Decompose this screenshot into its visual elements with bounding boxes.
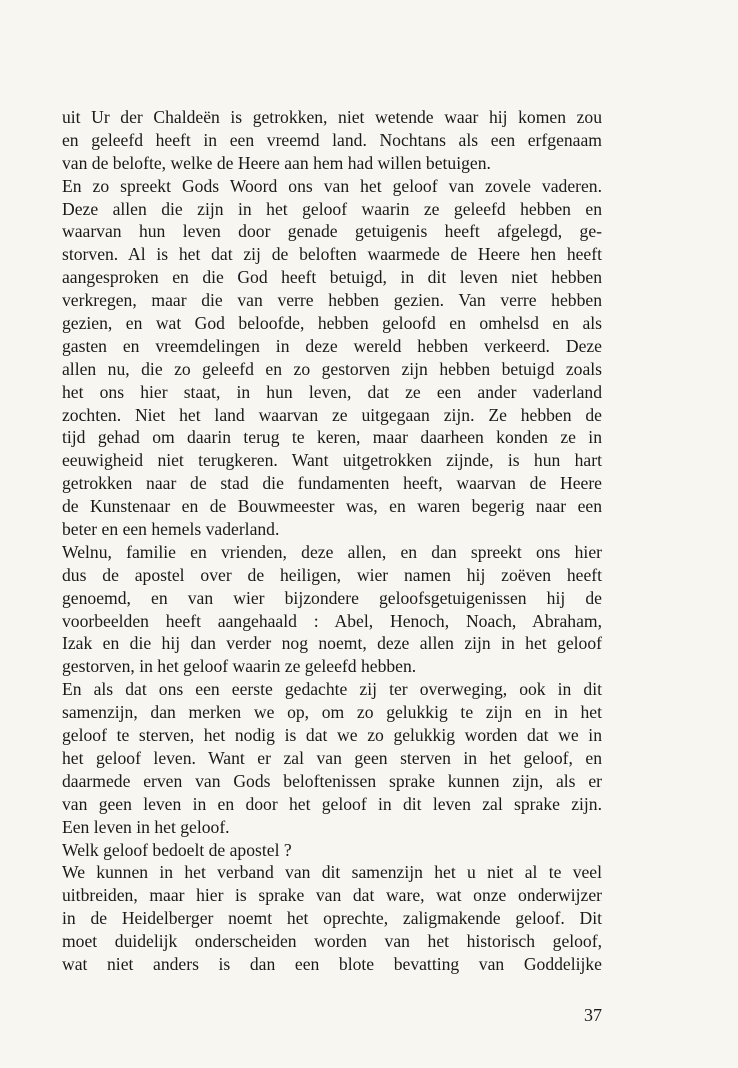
text-line: eeuwigheid niet terugkeren. Want uitgetrokken zijnde, is hun hart: [62, 450, 602, 471]
text-line: uitbreiden, maar hier is sprake van dat ware, wat onze onderwijzer: [62, 885, 602, 906]
text-line: van de belofte, welke de Heere aan hem had willen betuigen.: [62, 152, 491, 173]
text-line: En zo spreekt Gods Woord ons van het geloof van zovele vaderen.: [62, 175, 602, 196]
text-line: gasten en vreemdelingen in deze wereld hebben verkeerd. Deze: [62, 335, 602, 356]
text-line: aangesproken en die God heeft betuigd, in dit leven niet hebben: [62, 267, 602, 288]
text-line: voorbeelden heeft aangehaald : Abel, Henoch, Noach, Abraham,: [62, 610, 602, 631]
text-line: En als dat ons een eerste gedachte zij ter overweging, ook in dit: [62, 679, 602, 700]
text-line: samenzijn, dan merken we op, om zo gelukkig te zijn en in het: [62, 702, 602, 723]
text-line: We kunnen in het verband van dit samenzijn het u niet al te veel: [62, 862, 602, 883]
text-line: in de Heidelberger noemt het oprechte, zaligmakende geloof. Dit: [62, 908, 602, 929]
text-line: Welnu, familie en vrienden, deze allen, en dan spreekt ons hier: [62, 541, 602, 562]
page-number: 37: [584, 1005, 602, 1025]
text-line: waarvan hun leven door genade getuigenis heeft afgelegd, ge-: [62, 221, 602, 242]
body-text: [62, 106, 602, 976]
text-line: Een leven in het geloof.: [62, 816, 230, 837]
text-line: wat niet anders is dan een blote bevatting van Goddelijke: [62, 953, 602, 974]
text-line: uit Ur der Chaldeën is getrokken, niet wetende waar hij komen zou: [62, 107, 602, 127]
text-line: verkregen, maar die van verre hebben gezien. Van verre hebben: [62, 290, 602, 311]
text-line: dus de apostel over de heiligen, wier namen hij zoëven heeft: [62, 564, 602, 585]
text-line: Welk geloof bedoelt de apostel ?: [62, 839, 292, 860]
text-line: zochten. Niet het land waarvan ze uitgegaan zijn. Ze hebben de: [62, 404, 602, 425]
text-line: storven. Al is het dat zij de beloften waarmede de Heere hen heeft: [62, 244, 602, 265]
text-line: geloof te sterven, het nodig is dat we zo gelukkig worden dat we in: [62, 725, 602, 746]
text-line: en geleefd heeft in een vreemd land. Nochtans als een erfgenaam: [62, 129, 602, 150]
text-line: van geen leven in en door het geloof in dit leven zal sprake zijn.: [62, 793, 602, 814]
text-line: beter en een hemels vaderland.: [62, 519, 280, 540]
text-line: het ons hier staat, in hun leven, dat ze een ander vaderland: [62, 381, 602, 402]
text-line: de Kunstenaar en de Bouwmeester was, en waren begerig naar een: [62, 496, 602, 517]
text-line: allen nu, die zo geleefd en zo gestorven zijn hebben betuigd zoals: [62, 358, 602, 379]
text-line: Izak en die hij dan verder nog noemt, deze allen zijn in het geloof: [62, 633, 602, 654]
text-line: genoemd, en van wier bijzondere geloofsgetuigenissen hij de: [62, 587, 602, 608]
text-line: getrokken naar de stad die fundamenten heeft, waarvan de Heere: [62, 473, 602, 494]
text-line: het geloof leven. Want er zal van geen sterven in het geloof, en: [62, 747, 602, 768]
text-line: moet duidelijk onderscheiden worden van het historisch geloof,: [62, 931, 602, 952]
text-line: tijd gehad om daarin terug te keren, maar daarheen konden ze in: [62, 427, 602, 448]
text-line: daarmede erven van Gods beloftenissen sprake kunnen zijn, als er: [62, 770, 602, 791]
text-line: gezien, en wat God beloofde, hebben geloofd en omhelsd en als: [62, 313, 602, 334]
text-line: gestorven, in het geloof waarin ze geleefd hebben.: [62, 656, 417, 677]
text-line: Deze allen die zijn in het geloof waarin ze geleefd hebben en: [62, 198, 602, 219]
